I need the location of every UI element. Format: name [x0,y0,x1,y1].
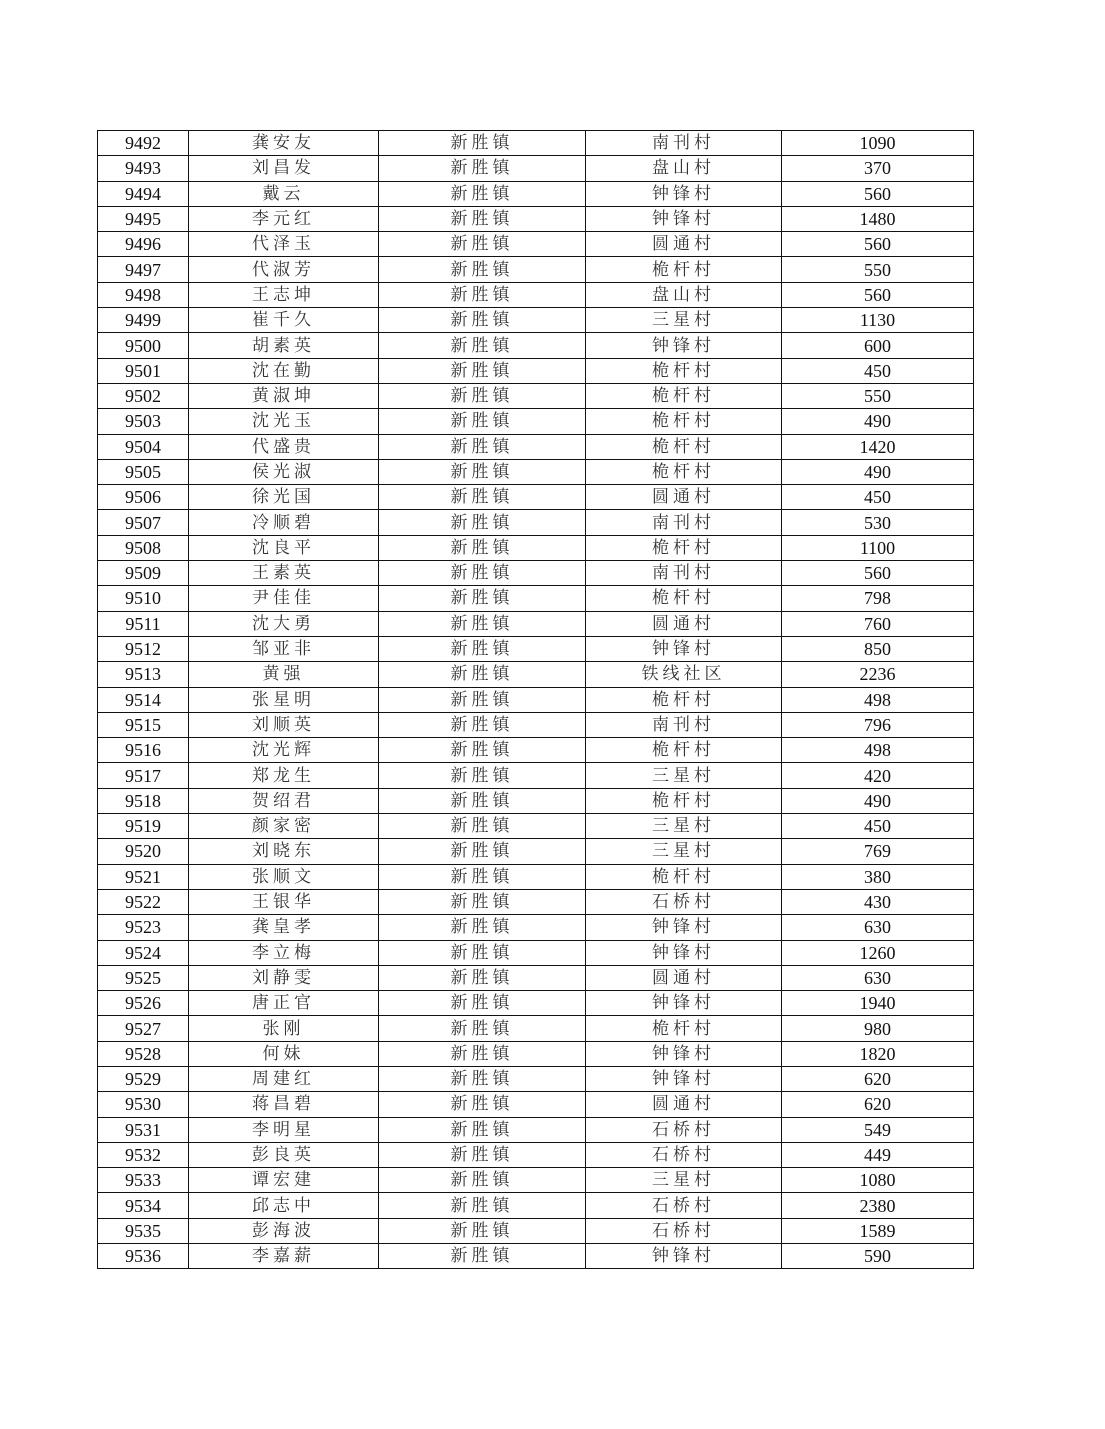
records-table [97,130,974,1269]
record-number-cell: 9534 [98,1193,189,1218]
name-cell: 唐正官 [189,991,379,1016]
village-cell: 钟锋村 [586,181,782,206]
record-number-cell: 9520 [98,839,189,864]
amount-cell: 620 [782,1092,974,1117]
town-cell: 新胜镇 [379,940,586,965]
village-cell: 桅杆村 [586,586,782,611]
town-cell: 新胜镇 [379,1041,586,1066]
table-row [98,333,974,358]
record-number-cell: 9525 [98,965,189,990]
table-row [98,839,974,864]
table-row [98,814,974,839]
table-row [98,485,974,510]
record-number-cell: 9492 [98,131,189,156]
town-cell: 新胜镇 [379,915,586,940]
name-cell: 王志坤 [189,282,379,307]
name-cell: 尹佳佳 [189,586,379,611]
amount-cell: 1820 [782,1041,974,1066]
village-cell: 桅杆村 [586,738,782,763]
name-cell: 刘静雯 [189,965,379,990]
name-cell: 胡素英 [189,333,379,358]
record-number-cell: 9498 [98,282,189,307]
village-cell: 南刊村 [586,131,782,156]
record-number-cell: 9503 [98,409,189,434]
record-number-cell: 9501 [98,358,189,383]
record-number-cell: 9510 [98,586,189,611]
amount-cell: 600 [782,333,974,358]
amount-cell: 370 [782,156,974,181]
amount-cell: 2380 [782,1193,974,1218]
record-number-cell: 9530 [98,1092,189,1117]
amount-cell: 1100 [782,535,974,560]
town-cell: 新胜镇 [379,282,586,307]
record-number-cell: 9507 [98,510,189,535]
amount-cell: 1130 [782,308,974,333]
town-cell: 新胜镇 [379,1117,586,1142]
town-cell: 新胜镇 [379,181,586,206]
village-cell: 钟锋村 [586,333,782,358]
town-cell: 新胜镇 [379,206,586,231]
table-row [98,864,974,889]
town-cell: 新胜镇 [379,1092,586,1117]
village-cell: 桅杆村 [586,358,782,383]
village-cell: 桅杆村 [586,383,782,408]
table-row [98,1218,974,1243]
amount-cell: 498 [782,738,974,763]
record-number-cell: 9499 [98,308,189,333]
village-cell: 石桥村 [586,1218,782,1243]
town-cell: 新胜镇 [379,485,586,510]
record-number-cell: 9531 [98,1117,189,1142]
village-cell: 钟锋村 [586,991,782,1016]
table-row [98,358,974,383]
name-cell: 徐光国 [189,485,379,510]
village-cell: 钟锋村 [586,1041,782,1066]
table-row [98,965,974,990]
village-cell: 南刊村 [586,510,782,535]
village-cell: 三星村 [586,814,782,839]
village-cell: 盘山村 [586,156,782,181]
town-cell: 新胜镇 [379,788,586,813]
town-cell: 新胜镇 [379,662,586,687]
table-row [98,915,974,940]
record-number-cell: 9497 [98,257,189,282]
name-cell: 沈光辉 [189,738,379,763]
record-number-cell: 9518 [98,788,189,813]
record-number-cell: 9509 [98,561,189,586]
town-cell: 新胜镇 [379,232,586,257]
name-cell: 沈良平 [189,535,379,560]
name-cell: 李立梅 [189,940,379,965]
table-row [98,763,974,788]
amount-cell: 560 [782,232,974,257]
town-cell: 新胜镇 [379,611,586,636]
town-cell: 新胜镇 [379,1142,586,1167]
record-number-cell: 9504 [98,434,189,459]
name-cell: 刘顺英 [189,712,379,737]
town-cell: 新胜镇 [379,561,586,586]
name-cell: 代盛贵 [189,434,379,459]
name-cell: 李元红 [189,206,379,231]
village-cell: 桅杆村 [586,434,782,459]
name-cell: 颜家密 [189,814,379,839]
town-cell: 新胜镇 [379,712,586,737]
name-cell: 黄淑坤 [189,383,379,408]
amount-cell: 498 [782,687,974,712]
name-cell: 黄强 [189,662,379,687]
amount-cell: 560 [782,282,974,307]
amount-cell: 449 [782,1142,974,1167]
table-row [98,282,974,307]
town-cell: 新胜镇 [379,738,586,763]
town-cell: 新胜镇 [379,991,586,1016]
name-cell: 戴云 [189,181,379,206]
village-cell: 桅杆村 [586,459,782,484]
record-number-cell: 9500 [98,333,189,358]
amount-cell: 980 [782,1016,974,1041]
amount-cell: 2236 [782,662,974,687]
table-row [98,510,974,535]
village-cell: 南刊村 [586,561,782,586]
record-number-cell: 9513 [98,662,189,687]
amount-cell: 490 [782,459,974,484]
town-cell: 新胜镇 [379,383,586,408]
record-number-cell: 9506 [98,485,189,510]
town-cell: 新胜镇 [379,839,586,864]
town-cell: 新胜镇 [379,409,586,434]
record-number-cell: 9496 [98,232,189,257]
town-cell: 新胜镇 [379,257,586,282]
table-row [98,131,974,156]
name-cell: 张星明 [189,687,379,712]
table-row [98,459,974,484]
record-number-cell: 9511 [98,611,189,636]
village-cell: 圆通村 [586,611,782,636]
name-cell: 崔千久 [189,308,379,333]
table-row [98,636,974,661]
amount-cell: 769 [782,839,974,864]
table-row [98,1142,974,1167]
amount-cell: 1589 [782,1218,974,1243]
table-row [98,687,974,712]
record-number-cell: 9528 [98,1041,189,1066]
village-cell: 桅杆村 [586,1016,782,1041]
amount-cell: 380 [782,864,974,889]
village-cell: 圆通村 [586,965,782,990]
name-cell: 龚安友 [189,131,379,156]
name-cell: 谭宏建 [189,1168,379,1193]
record-number-cell: 9512 [98,636,189,661]
table-row [98,434,974,459]
town-cell: 新胜镇 [379,763,586,788]
village-cell: 铁线社区 [586,662,782,687]
village-cell: 桅杆村 [586,409,782,434]
town-cell: 新胜镇 [379,586,586,611]
village-cell: 桅杆村 [586,257,782,282]
table-row [98,1244,974,1269]
amount-cell: 620 [782,1066,974,1091]
record-number-cell: 9536 [98,1244,189,1269]
table-row [98,232,974,257]
amount-cell: 850 [782,636,974,661]
table-row [98,181,974,206]
village-cell: 圆通村 [586,485,782,510]
amount-cell: 560 [782,181,974,206]
table-row [98,561,974,586]
table-row [98,662,974,687]
amount-cell: 1420 [782,434,974,459]
amount-cell: 1090 [782,131,974,156]
table-row [98,1066,974,1091]
name-cell: 王素英 [189,561,379,586]
amount-cell: 590 [782,1244,974,1269]
amount-cell: 630 [782,915,974,940]
record-number-cell: 9519 [98,814,189,839]
name-cell: 彭海波 [189,1218,379,1243]
village-cell: 钟锋村 [586,915,782,940]
name-cell: 冷顺碧 [189,510,379,535]
village-cell: 钟锋村 [586,1066,782,1091]
record-number-cell: 9527 [98,1016,189,1041]
village-cell: 三星村 [586,763,782,788]
record-number-cell: 9523 [98,915,189,940]
name-cell: 李嘉薪 [189,1244,379,1269]
village-cell: 三星村 [586,839,782,864]
table-row [98,156,974,181]
table-row [98,383,974,408]
record-number-cell: 9494 [98,181,189,206]
town-cell: 新胜镇 [379,864,586,889]
table-row [98,611,974,636]
village-cell: 圆通村 [586,1092,782,1117]
record-number-cell: 9524 [98,940,189,965]
name-cell: 刘昌发 [189,156,379,181]
town-cell: 新胜镇 [379,1218,586,1243]
amount-cell: 1480 [782,206,974,231]
record-number-cell: 9526 [98,991,189,1016]
table-row [98,535,974,560]
village-cell: 桅杆村 [586,864,782,889]
table-row [98,712,974,737]
record-number-cell: 9502 [98,383,189,408]
town-cell: 新胜镇 [379,889,586,914]
table-row [98,1117,974,1142]
village-cell: 桅杆村 [586,788,782,813]
amount-cell: 530 [782,510,974,535]
amount-cell: 430 [782,889,974,914]
table-row [98,940,974,965]
town-cell: 新胜镇 [379,1168,586,1193]
town-cell: 新胜镇 [379,535,586,560]
amount-cell: 550 [782,383,974,408]
table-row [98,257,974,282]
town-cell: 新胜镇 [379,1016,586,1041]
records-table-body [98,131,974,1269]
table-row [98,991,974,1016]
town-cell: 新胜镇 [379,1193,586,1218]
name-cell: 邹亚非 [189,636,379,661]
village-cell: 石桥村 [586,1193,782,1218]
name-cell: 代泽玉 [189,232,379,257]
village-cell: 桅杆村 [586,687,782,712]
record-number-cell: 9516 [98,738,189,763]
name-cell: 郑龙生 [189,763,379,788]
town-cell: 新胜镇 [379,1244,586,1269]
table-row [98,1016,974,1041]
town-cell: 新胜镇 [379,510,586,535]
table-row [98,586,974,611]
record-number-cell: 9493 [98,156,189,181]
village-cell: 钟锋村 [586,636,782,661]
table-row [98,409,974,434]
village-cell: 三星村 [586,308,782,333]
name-cell: 刘晓东 [189,839,379,864]
name-cell: 龚皇孝 [189,915,379,940]
village-cell: 石桥村 [586,1142,782,1167]
table-row [98,206,974,231]
town-cell: 新胜镇 [379,131,586,156]
amount-cell: 549 [782,1117,974,1142]
town-cell: 新胜镇 [379,459,586,484]
table-row [98,889,974,914]
village-cell: 钟锋村 [586,206,782,231]
table-row [98,1092,974,1117]
amount-cell: 1260 [782,940,974,965]
village-cell: 南刊村 [586,712,782,737]
name-cell: 沈光玉 [189,409,379,434]
table-row [98,738,974,763]
name-cell: 贺绍君 [189,788,379,813]
record-number-cell: 9533 [98,1168,189,1193]
record-number-cell: 9535 [98,1218,189,1243]
amount-cell: 450 [782,814,974,839]
town-cell: 新胜镇 [379,156,586,181]
amount-cell: 450 [782,358,974,383]
record-number-cell: 9495 [98,206,189,231]
record-number-cell: 9521 [98,864,189,889]
amount-cell: 490 [782,788,974,813]
village-cell: 盘山村 [586,282,782,307]
table-row [98,308,974,333]
name-cell: 蒋昌碧 [189,1092,379,1117]
town-cell: 新胜镇 [379,965,586,990]
amount-cell: 450 [782,485,974,510]
record-number-cell: 9505 [98,459,189,484]
name-cell: 张顺文 [189,864,379,889]
name-cell: 何妹 [189,1041,379,1066]
name-cell: 沈大勇 [189,611,379,636]
town-cell: 新胜镇 [379,308,586,333]
name-cell: 张刚 [189,1016,379,1041]
name-cell: 周建红 [189,1066,379,1091]
table-row [98,1193,974,1218]
village-cell: 石桥村 [586,1117,782,1142]
amount-cell: 630 [782,965,974,990]
town-cell: 新胜镇 [379,1066,586,1091]
name-cell: 王银华 [189,889,379,914]
amount-cell: 420 [782,763,974,788]
village-cell: 圆通村 [586,232,782,257]
town-cell: 新胜镇 [379,687,586,712]
amount-cell: 560 [782,561,974,586]
name-cell: 彭良英 [189,1142,379,1167]
table-row [98,1041,974,1066]
amount-cell: 490 [782,409,974,434]
amount-cell: 796 [782,712,974,737]
record-number-cell: 9508 [98,535,189,560]
village-cell: 钟锋村 [586,940,782,965]
record-number-cell: 9515 [98,712,189,737]
amount-cell: 550 [782,257,974,282]
record-number-cell: 9522 [98,889,189,914]
village-cell: 三星村 [586,1168,782,1193]
name-cell: 代淑芳 [189,257,379,282]
record-number-cell: 9514 [98,687,189,712]
table-row [98,788,974,813]
amount-cell: 798 [782,586,974,611]
table-row [98,1168,974,1193]
record-number-cell: 9517 [98,763,189,788]
village-cell: 桅杆村 [586,535,782,560]
name-cell: 沈在勤 [189,358,379,383]
town-cell: 新胜镇 [379,814,586,839]
record-number-cell: 9529 [98,1066,189,1091]
village-cell: 石桥村 [586,889,782,914]
amount-cell: 1080 [782,1168,974,1193]
village-cell: 钟锋村 [586,1244,782,1269]
amount-cell: 1940 [782,991,974,1016]
town-cell: 新胜镇 [379,434,586,459]
name-cell: 邱志中 [189,1193,379,1218]
town-cell: 新胜镇 [379,636,586,661]
amount-cell: 760 [782,611,974,636]
name-cell: 侯光淑 [189,459,379,484]
town-cell: 新胜镇 [379,333,586,358]
record-number-cell: 9532 [98,1142,189,1167]
town-cell: 新胜镇 [379,358,586,383]
name-cell: 李明星 [189,1117,379,1142]
